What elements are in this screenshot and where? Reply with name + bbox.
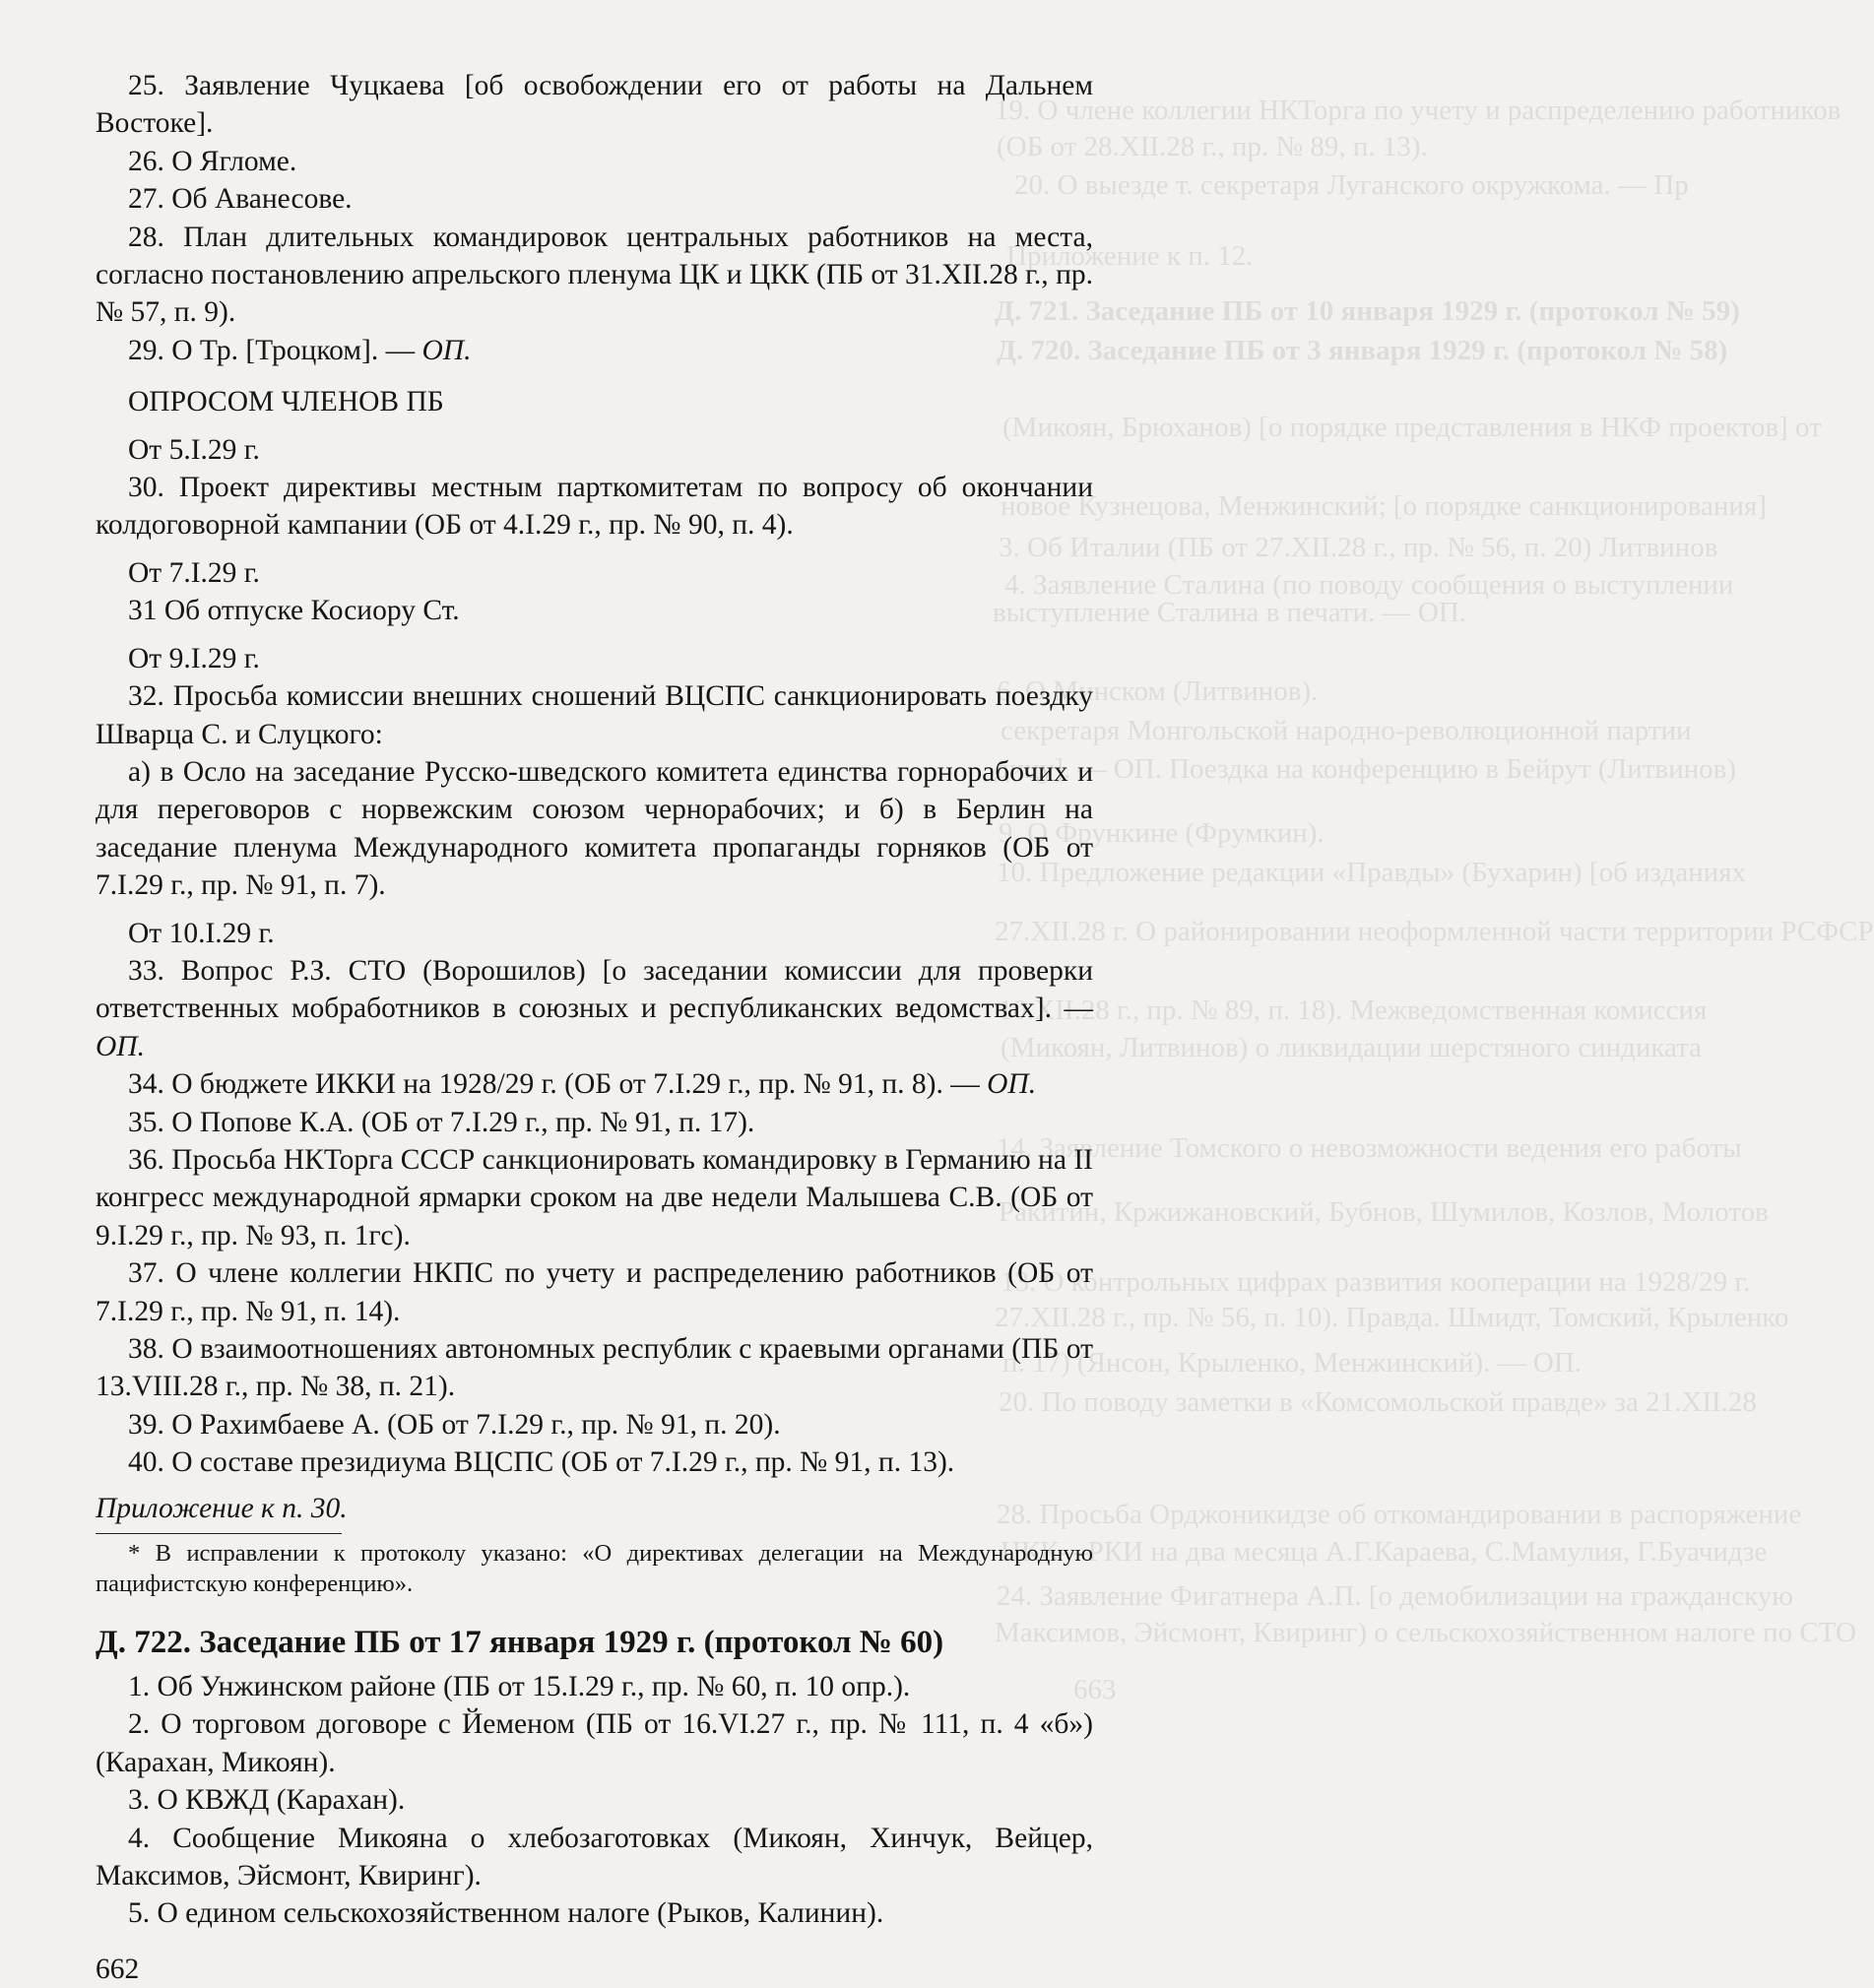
item-29-text: 29. О Тр. [Троцком]. —	[128, 334, 416, 366]
page-number: 662	[96, 1953, 140, 1985]
session-item-3: 3. О КВЖД (Карахан).	[128, 1784, 406, 1817]
session-item-4: 4. Сообщение Микояна о хлебозаготовках (Микоян, Хинчук, Вейцер, Максимов, Эйсмонт, Квиринг).	[96, 1822, 1093, 1892]
footnote: * В исправлении к протоколу указано: «О директивах делегации на Международную пацифистскую конференцию».	[96, 1540, 1093, 1598]
item-38: 38. О взаимоотношениях автономных республик с краевыми органами (ПБ от 13.VIII.28 г., пр. № 38, п. 21).	[96, 1333, 1093, 1403]
appendix-label: Приложение к п. 30.	[96, 1492, 348, 1524]
bleed-line: 20. О выезде т. секретаря Луганского окружкома. — Пр	[1014, 169, 1689, 201]
bleed-line: 13. О контрольных цифрах развития кооперации на 1928/29 г.	[1001, 1266, 1751, 1298]
bleed-line: секретаря Монгольской народно-революционной партии	[1001, 715, 1692, 746]
bleed-line: ЦКК—РКИ на два месяца А.Г.Караева, С.Мамулия, Г.Буачидзе	[1001, 1536, 1768, 1568]
item-36: 36. Просьба НКТорга СССР санкционировать командировку в Германию на II конгресс международной ярмарки сроком на две недели Малышева С.В. (ОБ от 9.I.29 г., пр. № 93, п. 1гс).	[96, 1143, 1093, 1251]
date-10-jan: От 10.I.29 г.	[128, 917, 275, 949]
bleed-line: (Микоян, Литвинов) о ликвидации шерстяного синдиката	[1001, 1032, 1703, 1063]
item-33-op: ОП.	[96, 1030, 145, 1062]
bleed-line: выступление Сталина в печати. — ОП.	[993, 597, 1467, 628]
session-item-2: 2. О торговом договоре с Йеменом (ПБ от 16.VI.27 г., пр. № 111, п. 4 «б») (Карахан, Микоян).	[96, 1708, 1093, 1778]
item-32: 32. Просьба комиссии внешних сношений ВЦСПС санкционировать поездку Шварца С. и Слуцкого:	[96, 680, 1093, 750]
bleed-line: новое Кузнецова, Менжинский; [о порядке санкционирования]	[1001, 490, 1767, 522]
bleed-line: Ракитин, Кржижановский, Бубнов, Шумилов, Козлов, Молотов	[999, 1196, 1769, 1228]
item-39: 39. О Рахимбаеве А. (ОБ от 7.I.29 г., пр. № 91, п. 20).	[128, 1408, 781, 1441]
item-26: 26. О Ягломе.	[128, 145, 297, 177]
bleed-line: 4. Заявление Сталина (по поводу сообщения о выступлении	[1004, 569, 1734, 601]
bleed-line: 9. О Фрункине (Фрумкин).	[999, 817, 1325, 849]
section-heading: Д. 722. Заседание ПБ от 17 января 1929 г. (протокол № 60)	[96, 1625, 944, 1661]
item-25: 25. Заявление Чуцкаева [об освобождении его от работы на Дальнем Востоке].	[96, 70, 1093, 140]
bleed-line: Приложение к п. 12.	[1006, 240, 1254, 272]
bleed-line: 24. Заявление Фигатнера А.П. [о демобилизации на гражданскую	[997, 1580, 1793, 1612]
item-34	[96, 1065, 1093, 1103]
bleed-line: 663	[1073, 1674, 1117, 1705]
bleed-line: 20. По поводу заметки в «Комсомольской правде» за 21.XII.28	[999, 1386, 1757, 1418]
bleed-line: Д. 721. Заседание ПБ от 10 января 1929 г. (протокол № 59)	[995, 295, 1740, 327]
bleed-line: 10.XII.28 г., пр. № 89, п. 18). Межведомственная комиссия	[999, 994, 1708, 1026]
item-31: 31 Об отпуске Косиору Ст.	[128, 595, 460, 627]
date-5-jan: От 5.I.29 г.	[128, 433, 260, 466]
bleed-line: 6. О Минском (Литвинов).	[997, 675, 1319, 707]
item-29-op: ОП.	[421, 334, 472, 366]
bleed-line: 14. Заявление Томского о невозможности ведения его работы	[997, 1132, 1742, 1164]
date-9-jan: От 9.I.29 г.	[128, 642, 260, 674]
footnote-rule	[96, 1533, 342, 1534]
item-28: 28. План длительных командировок центральных работников на места, согласно постановлению апрельского пленума ЦК и ЦКК (ПБ от 31.XII.28 г., пр. № 57, п. 9).	[96, 221, 1093, 329]
item-34-text: 34. О бюджете ИККИ на 1928/29 г. (ОБ от 7.I.29 г., пр. № 91, п. 8). —	[128, 1068, 980, 1101]
item-40: 40. О составе президиума ВЦСПС (ОБ от 7.I.29 г., пр. № 91, п. 13).	[128, 1446, 955, 1479]
item-30: 30. Проект директивы местным парткомитетам по вопросу об окончании колдоговорной кампании (ОБ от 4.I.29 г., пр. № 90, п. 4).	[96, 472, 1093, 542]
item-32a: а) в Осло на заседание Русско-шведского комитета единства горнорабочих и для переговоров с норвежским союзом чернорабочих; и б) в Берлин на заседание пленума Международного комитета пропаганды горняков (ОБ от 7.I.29 г., пр. № 91, п. 7).	[96, 755, 1093, 902]
bleed-line: Максимов, Эйсмонт, Квиринг) о сельскохозяйственном налоге по СТО	[995, 1617, 1856, 1648]
bleed-line: 19. О члене коллегии НКТорга по учету и распределению работников	[995, 95, 1842, 126]
item-33-text: 33. Вопрос Р.З. СТО (Ворошилов) [о заседании комиссии для проверки ответственных мобработников в союзных и республиканских ведомствах]. —	[96, 954, 1093, 1025]
item-27: 27. Об Аванесове.	[128, 183, 353, 216]
bleed-line: Д. 720. Заседание ПБ от 3 января 1929 г. (протокол № 58)	[997, 335, 1728, 366]
item-34-op: ОП.	[987, 1068, 1037, 1101]
item-35: 35. О Попове К.А. (ОБ от 7.I.29 г., пр. № 91, п. 17).	[128, 1106, 755, 1138]
bleed-line: 27.XII.28 г., пр. № 56, п. 10). Правда. Шмидт, Томский, Крыленко	[995, 1302, 1789, 1333]
bleed-line: (ОБ от 28.XII.28 г., пр. № 89, п. 13).	[997, 131, 1428, 162]
bleed-line: (Микоян, Брюханов) [о порядке представления в НКФ проектов] от	[1002, 412, 1822, 443]
session-item-5: 5. О едином сельскохозяйственном налоге (Рыков, Калинин).	[128, 1897, 884, 1930]
item-33	[96, 952, 1093, 1065]
bleed-line: 3. Об Италии (ПБ от 27.XII.28 г., пр. № 56, п. 20) Литвинов	[999, 532, 1718, 563]
bleed-line: 27.XII.28 г. О районировании неоформленной части территории РСФСР	[995, 916, 1874, 947]
poll-header: ОПРОСОМ ЧЛЕНОВ ПБ	[128, 386, 444, 418]
document-page	[96, 67, 1093, 1988]
bleed-line: 28. Просьба Орджоникидзе об откомандировании в распоряжение	[997, 1499, 1802, 1530]
session-item-1: 1. Об Унжинском районе (ПБ от 15.I.29 г., пр. № 60, п. 10 опр.).	[128, 1671, 911, 1703]
bleed-line: дицу]. — ОП. Поездка на конференцию в Бейрут (Литвинов)	[995, 753, 1736, 785]
date-7-jan: От 7.I.29 г.	[128, 556, 260, 589]
bleed-line: п. 17) (Янсон, Крыленко, Менжинский). — ОП.	[1002, 1347, 1583, 1379]
item-37: 37. О члене коллегии НКПС по учету и распределению работников (ОБ от 7.I.29 г., пр. № 91, п. 14).	[96, 1257, 1093, 1327]
item-29	[96, 332, 1093, 369]
bleed-line: 10. Предложение редакции «Правды» (Бухарин) [об изданиях	[997, 857, 1747, 888]
